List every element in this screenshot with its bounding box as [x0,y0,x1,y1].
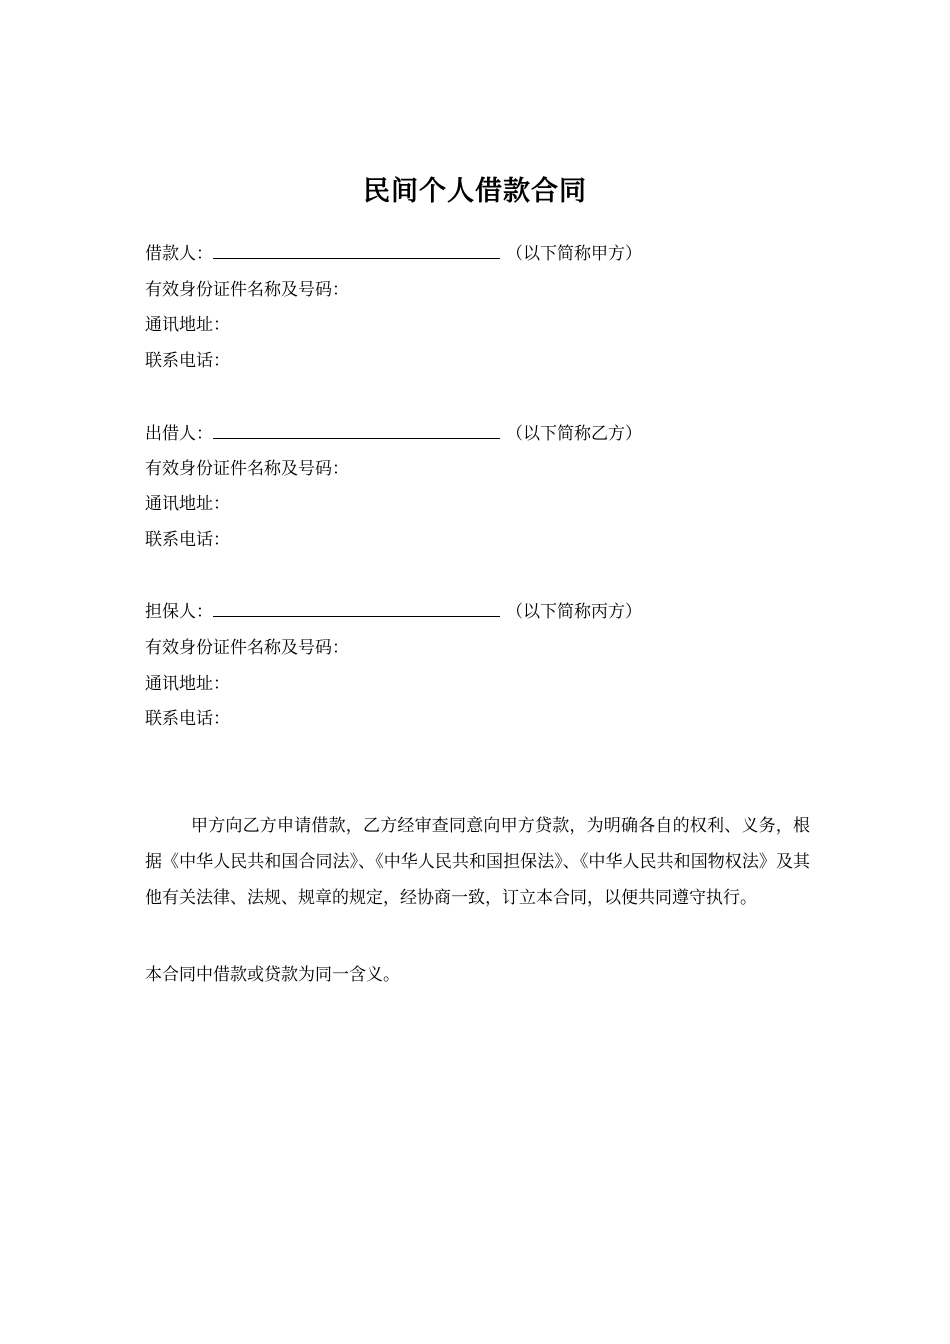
guarantor-line [145,599,642,624]
preamble-paragraph: 甲方向乙方申请借款，乙方经审查同意向甲方贷款，为明确各自的权利、义务，根据《中华人民共和国合同法》、《中华人民共和国担保法》、《中华人民共和国物权法》及其他有关法律、法规、规章的规定，经协商一致，订立本合同，以便共同遵守执行。 [145,816,810,908]
lender-alias: （以下简称乙方） [506,424,642,444]
borrower-phone-label: 联系电话： [145,351,230,371]
lender-label: 出借人： [145,424,213,444]
document-title: 民间个人借款合同 [363,176,587,207]
lender-name-field[interactable] [213,421,500,439]
lender-line [145,421,642,446]
borrower-name-field[interactable] [213,241,500,259]
borrower-label: 借款人： [145,244,213,264]
borrower-id-label: 有效身份证件名称及号码： [145,280,349,300]
borrower-address-label: 通讯地址： [145,315,230,335]
borrower-line [145,241,642,266]
guarantor-id-label: 有效身份证件名称及号码： [145,638,349,658]
guarantor-alias: （以下简称丙方） [506,602,642,622]
guarantor-phone-label: 联系电话： [145,709,230,729]
guarantor-label: 担保人： [145,602,213,622]
lender-id-label: 有效身份证件名称及号码： [145,459,349,479]
guarantor-address-label: 通讯地址： [145,674,230,694]
borrower-alias: （以下简称甲方） [506,244,642,264]
definition-note: 本合同中借款或贷款为同一含义。 [145,965,400,985]
guarantor-name-field[interactable] [213,599,500,617]
lender-address-label: 通讯地址： [145,494,230,514]
lender-phone-label: 联系电话： [145,530,230,550]
